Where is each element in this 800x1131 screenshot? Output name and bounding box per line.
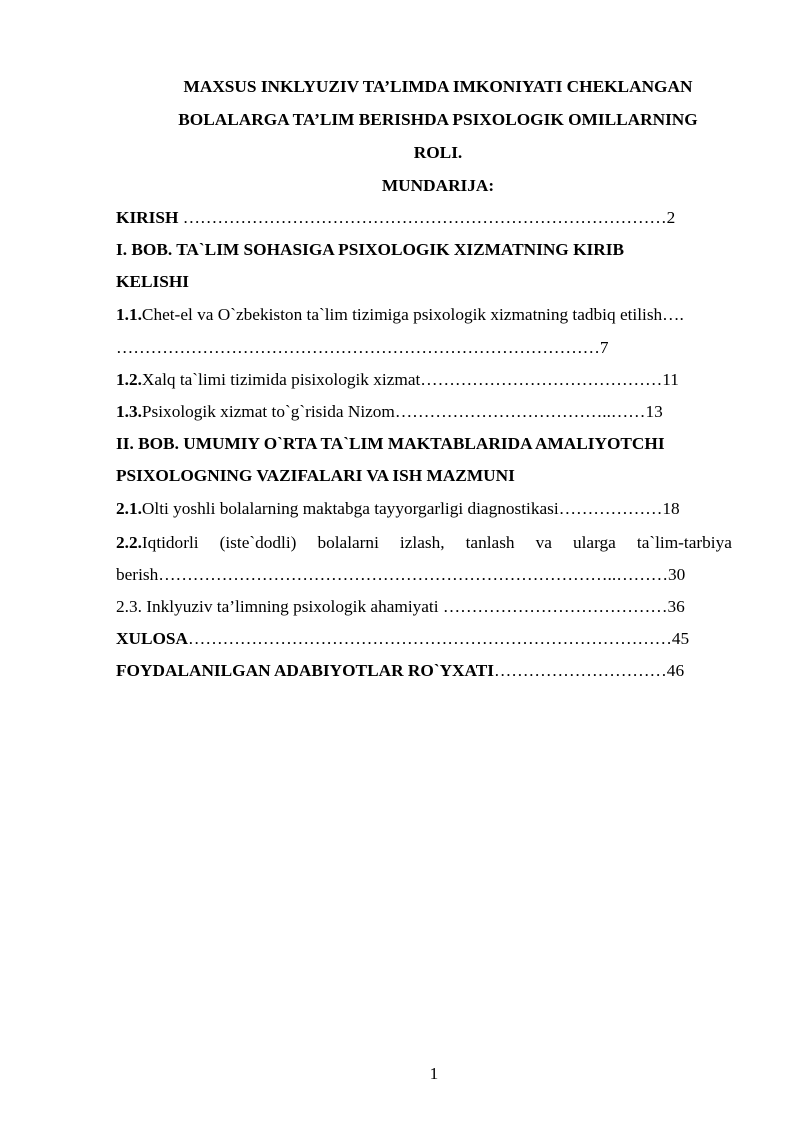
toc-entry-2-3: [116, 597, 685, 617]
toc-entry-2-2: [116, 533, 732, 553]
toc-entry-title: XULOSA: [116, 629, 189, 648]
toc-entry-1-1-leader-line: [116, 338, 609, 358]
toc-entry-title-word: tanlash: [465, 533, 515, 552]
toc-chapter-title: KELISHI: [116, 272, 189, 291]
toc-entry-1-2: [116, 370, 679, 390]
toc-leader: …………………………………: [438, 597, 668, 616]
toc-entry-title: berish: [116, 565, 159, 584]
toc-leader: ………………: [558, 499, 663, 518]
toc-leader: ………………………………..……: [394, 402, 646, 421]
toc-entry-title: Chet-el va O`zbekiston ta`lim tizimiga psixologik xizmatning tadbiq etilish….: [141, 305, 684, 324]
toc-chapter-title: II. BOB. UMUMIY O`RTA TA`LIM MAKTABLARIDA AMALIYOTCHI: [116, 434, 665, 453]
toc-page-number: 7: [599, 338, 609, 357]
toc-section-number: 1.2.: [116, 370, 142, 389]
toc-entry-title-word: [116, 533, 199, 553]
toc-entry-title: Psixologik xizmat to`g`risida Nizom: [141, 402, 395, 421]
toc-entry-1-3: [116, 402, 663, 422]
toc-leader: ……………………………………………………………………..………: [158, 565, 669, 584]
document-title-line-3: ROLI.: [413, 143, 463, 162]
page-number: 1: [429, 1064, 439, 1083]
toc-section-number: 2.1.: [116, 499, 142, 518]
toc-entry-title: FOYDALANILGAN ADABIYOTLAR RO`YXATI: [116, 661, 494, 680]
toc-entry-kirish: [116, 208, 675, 228]
toc-entry-title-word: ta`lim-tarbiya: [636, 533, 732, 552]
toc-entry-title-word: va: [535, 533, 552, 552]
toc-chapter-title: I. BOB. TA`LIM SOHASIGA PSIXOLOGIK XIZMATNING KIRIB: [116, 240, 624, 259]
toc-section-number: 1.3.: [116, 402, 142, 421]
toc-section-number: 1.1.: [116, 305, 142, 324]
toc-entry-xulosa: [116, 629, 689, 649]
toc-page-number: 2: [666, 208, 676, 227]
toc-entry-title: 2.3. Inklyuziv ta’limning psixologik ahamiyati: [116, 597, 439, 616]
toc-page-number: 45: [671, 629, 690, 648]
toc-page-number: 46: [666, 661, 685, 680]
toc-entry-title-word: bolalarni: [317, 533, 379, 552]
toc-leader: …………………………………………………………………………: [178, 208, 667, 227]
toc-heading: MUNDARIJA:: [381, 176, 495, 195]
toc-page-number: 30: [668, 565, 686, 584]
toc-leader: …………………………: [493, 661, 667, 680]
toc-entry-title: Xalq ta`limi tizimida pisixologik xizmat: [141, 370, 421, 389]
toc-page-number: 36: [667, 597, 685, 616]
toc-entry-adabiyotlar: [116, 661, 684, 681]
toc-entry-title-word: Iqtidorli: [141, 533, 199, 552]
document-title-line-2: BOLALARGA TA’LIM BERISHDA PSIXOLOGIK OMILLARNING: [178, 110, 698, 129]
document-title-line-1: MAXSUS INKLYUZIV TA’LIMDA IMKONIYATI CHEKLANGAN: [183, 77, 693, 96]
toc-leader: …………………………………………………………………………: [188, 629, 672, 648]
toc-chapter-2-line-2: [116, 466, 515, 486]
toc-page-number: 13: [645, 402, 663, 421]
toc-chapter-1-line-1: [116, 240, 624, 260]
toc-entry-title-word: ularga: [572, 533, 616, 552]
toc-entry-1-1: [116, 305, 684, 325]
toc-section-number: 2.2.: [116, 533, 142, 552]
toc-entry-2-1: [116, 499, 680, 519]
toc-entry-title-word: (iste`dodli): [219, 533, 297, 552]
toc-page-number: 18: [662, 499, 680, 518]
toc-leader: …………………………………………………………………………: [116, 338, 600, 357]
toc-entry-title: Olti yoshli bolalarning maktabga tayyorgarligi diagnostikasi: [141, 499, 559, 518]
toc-page-number: 11: [662, 370, 679, 389]
toc-chapter-2-line-1: [116, 434, 665, 454]
toc-entry-title: KIRISH: [116, 208, 179, 227]
toc-chapter-1-line-2: [116, 272, 189, 292]
toc-leader: ……………………………………: [420, 370, 663, 389]
toc-chapter-title: PSIXOLOGNING VAZIFALARI VA ISH MAZMUNI: [116, 466, 515, 485]
toc-entry-2-2-leader-line: [116, 565, 685, 585]
toc-entry-title-word: izlash,: [399, 533, 445, 552]
